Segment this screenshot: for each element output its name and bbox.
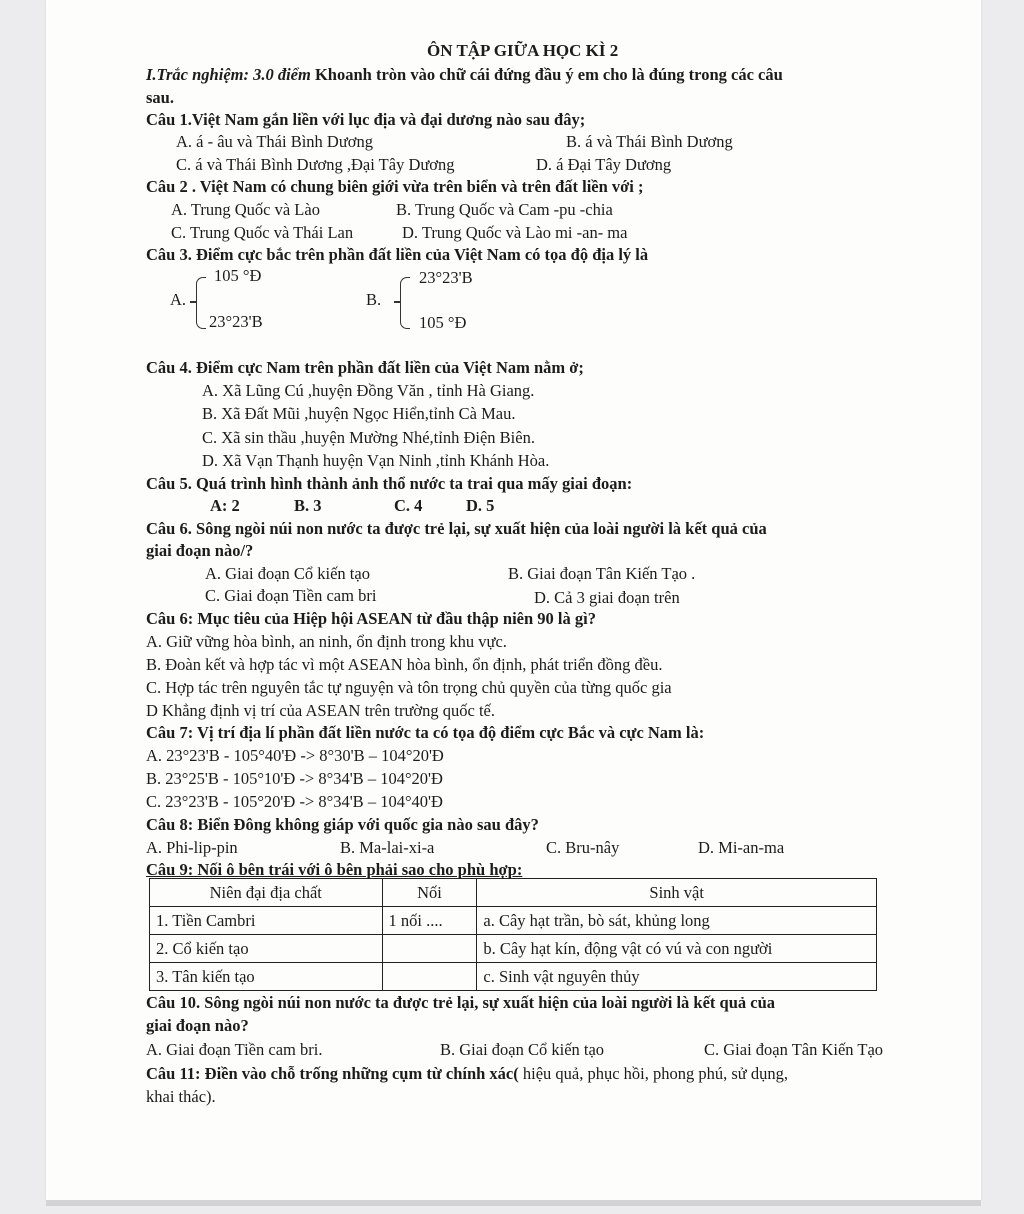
q11-words-cont: khai thác). [146,1087,216,1106]
q4-question: Câu 4. Điểm cực Nam trên phần đất liền của Việt Nam nằm ở; [146,358,584,377]
q1-option-c: C. á và Thái Bình Dương ,Đại Tây Dương [176,155,455,174]
q5-option-c: C. 4 [394,496,423,515]
table-cell-era: 1. Tiền Cambri [150,907,383,935]
q3-option-a-top: 105 °Đ [214,266,262,285]
q6a-option-d: D. Cả 3 giai đoạn trên [534,588,680,607]
page-title: ÔN TẬP GIỮA HỌC KÌ 2 [427,41,619,60]
part1-heading: I.Trắc nghiệm: 3.0 điểm [146,65,311,84]
page-edge [46,1200,981,1206]
q2-option-d: D. Trung Quốc và Lào mi -an- ma [402,223,628,242]
q3-option-a-label: A. [170,290,187,309]
q10-option-a: A. Giai đoạn Tiền cam bri. [146,1040,323,1059]
q1-option-b: B. á và Thái Bình Dương [566,132,733,151]
q1-option-d: D. á Đại Tây Dương [536,155,672,174]
q8-option-c: C. Bru-nây [546,838,620,857]
q4-option-c: C. Xã sin thầu ,huyện Mường Nhé,tỉnh Điện Biên. [202,428,535,447]
q6b-question: Câu 6: Mục tiêu của Hiệp hội ASEAN từ đầu thập niên 90 là gì? [146,609,596,628]
q3-option-b-bottom: 105 °Đ [419,313,467,332]
q8-question: Câu 8: Biển Đông không giáp với quốc gia nào sau đây? [146,815,539,834]
q3-option-b-label: B. [366,290,382,309]
q11-question [146,1064,788,1084]
q11-words: hiệu quả, phục hồi, phong phú, sử dụng, [518,1064,789,1083]
q6b-option-d: D Khẳng định vị trí của ASEAN trên trường quốc tế. [146,701,495,720]
table-cell-organism: c. Sinh vật nguyên thủy [477,963,877,991]
q5-option-d: D. 5 [466,496,495,515]
q6a-option-b: B. Giai đoạn Tân Kiến Tạo . [508,564,696,583]
q6a-question-cont: giai đoạn nào/? [146,541,254,560]
table-cell-match: 1 nối .... [382,907,477,935]
q7-question: Câu 7: Vị trí địa lí phần đất liền nước ta có tọa độ điểm cực Bắc và cực Nam là: [146,723,705,742]
q9-question: Câu 9: Nối ô bên trái với ô bên phải sao cho phù hợp: [146,860,523,879]
q5-question: Câu 5. Quá trình hình thành ảnh thổ nước ta trai qua mấy giai đoạn: [146,474,633,493]
q10-question-cont: giai đoạn nào? [146,1016,249,1035]
q3-brace-b [400,277,410,329]
q4-option-b: B. Xã Đất Mũi ,huyện Ngọc Hiển,tỉnh Cà Mau. [202,404,516,423]
table-header-cell: Nối [382,879,477,907]
table-row [150,935,877,963]
q6a-option-a: A. Giai đoạn Cổ kiến tạo [205,564,370,583]
table-row [150,963,877,991]
q6b-option-a: A. Giữ vững hòa bình, an ninh, ổn định trong khu vực. [146,632,507,651]
table-row [150,907,877,935]
q2-option-b: B. Trung Quốc và Cam -pu -chia [396,200,613,219]
table-cell-match [382,935,477,963]
q6a-question: Câu 6. Sông ngòi núi non nước ta được trẻ lại, sự xuất hiện của loài người là kết quả của [146,519,767,538]
q5-option-a: A: 2 [210,496,240,515]
q7-option-a: A. 23°23'B - 105°40'Đ -> 8°30'B – 104°20'Đ [146,746,444,765]
q8-option-a: A. Phi-lip-pin [146,838,238,857]
q5-option-b: B. 3 [294,496,322,515]
part1-instruction-text: Khoanh tròn vào chữ cái đứng đầu ý em cho là đúng trong các câu [314,65,783,84]
table-cell-organism: b. Cây hạt kín, động vật có vú và con người [477,935,877,963]
table-header-cell: Niên đại địa chất [150,879,383,907]
q10-option-b: B. Giai đoạn Cổ kiến tạo [440,1040,605,1059]
q3-brace-a [196,277,206,329]
q7-option-c: C. 23°23'B - 105°20'Đ -> 8°34'B – 104°40'Đ [146,792,443,811]
table-cell-era: 3. Tân kiến tạo [150,963,383,991]
q3-question: Câu 3. Điểm cực bắc trên phần đất liền của Việt Nam có tọa độ địa lý là [146,245,649,264]
q2-option-c: C. Trung Quốc và Thái Lan [171,223,354,242]
matching-table [149,878,877,991]
part1-instruction [146,65,783,85]
part1-instruction-cont: sau. [146,88,174,107]
table-cell-era: 2. Cổ kiến tạo [150,935,383,963]
q11-label: Câu 11: Điền vào chỗ trống những cụm từ chính xác( [146,1064,519,1083]
q4-option-d: D. Xã Vạn Thạnh huyện Vạn Ninh ,tỉnh Khánh Hòa. [202,451,550,470]
table-cell-match [382,963,477,991]
q4-option-a: A. Xã Lũng Cú ,huyện Đồng Văn , tỉnh Hà Giang. [202,381,535,400]
table-cell-organism: a. Cây hạt trần, bò sát, khủng long [477,907,877,935]
q8-option-d: D. Mi-an-ma [698,838,785,857]
q8-option-b: B. Ma-lai-xi-a [340,838,435,857]
table-header-cell: Sinh vật [477,879,877,907]
q1-option-a: A. á - âu và Thái Bình Dương [176,132,373,151]
q6a-option-c: C. Giai đoạn Tiền cam bri [205,586,377,605]
q3-brace-a-tick [190,301,196,303]
q1-question: Câu 1.Việt Nam gắn liền với lục địa và đại dương nào sau đây; [146,110,586,129]
q6b-option-b: B. Đoàn kết và hợp tác vì một ASEAN hòa bình, ổn định, phát triển đồng đều. [146,655,663,674]
q3-brace-b-tick [394,301,400,303]
q2-option-a: A. Trung Quốc và Lào [171,200,320,219]
q3-option-a-bottom: 23°23'B [209,312,263,331]
table-header-row [150,879,877,907]
q10-question: Câu 10. Sông ngòi núi non nước ta được trẻ lại, sự xuất hiện của loài người là kết quả của [146,993,776,1012]
q7-option-b: B. 23°25'B - 105°10'Đ -> 8°34'B – 104°20'Đ [146,769,443,788]
q3-option-b-top: 23°23'B [419,268,473,287]
q10-option-c: C. Giai đoạn Tân Kiến Tạo [704,1040,884,1059]
q6b-option-c: C. Hợp tác trên nguyên tắc tự nguyện và tôn trọng chủ quyền của từng quốc gia [146,678,672,697]
q2-question: Câu 2 . Việt Nam có chung biên giới vừa trên biển và trên đất liền với ; [146,177,644,196]
